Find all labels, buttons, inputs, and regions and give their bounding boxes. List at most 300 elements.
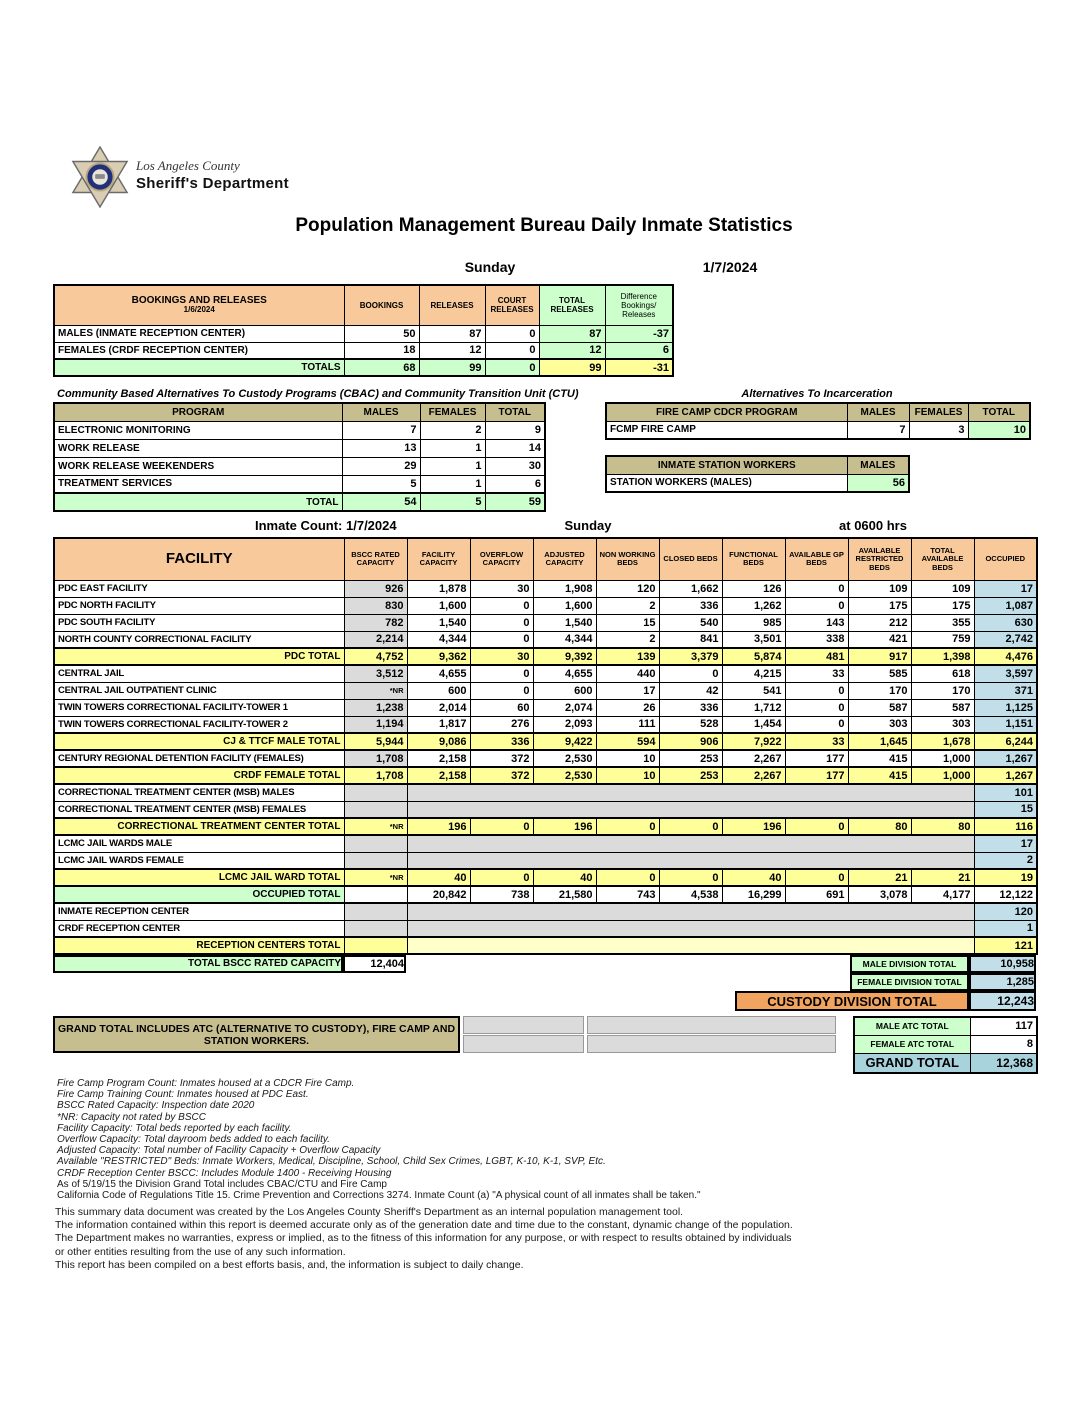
cbac-row [54, 457, 545, 475]
facility-cell: 175 [911, 597, 974, 614]
facility-cell: 2,742 [974, 631, 1037, 648]
grand-total-section [53, 1016, 1036, 1072]
fac-col-capacity: FACILITY CAPACITY [407, 538, 470, 580]
facility-cell: 5,944 [344, 733, 407, 750]
agency-name-line2: Sheriff's Department [136, 175, 289, 192]
bookings-title: BOOKINGS AND RELEASES [131, 295, 267, 307]
bookings-totals-row [54, 359, 673, 376]
facility-cell: 2,267 [722, 767, 785, 784]
facility-cell: 830 [344, 597, 407, 614]
footnote-line: *NR: Capacity not rated by BSCC [57, 1111, 206, 1123]
facility-row [54, 818, 1037, 835]
facility-row-label: LCMC JAIL WARD TOTAL [54, 869, 344, 886]
facility-row [54, 648, 1037, 665]
facility-row-label: CJ & TTCF MALE TOTAL [54, 733, 344, 750]
facility-row [54, 869, 1037, 886]
facility-cell: 371 [974, 682, 1037, 699]
stationworkers-row-label: STATION WORKERS (MALES) [606, 474, 847, 492]
facility-row-label: PDC EAST FACILITY [54, 580, 344, 597]
fac-col-totalavail: TOTAL AVAILABLE BEDS [911, 538, 974, 580]
facility-cell: 1,194 [344, 716, 407, 733]
facility-cell: 691 [785, 886, 848, 903]
fac-col-availgp: AVAILABLE GP BEDS [785, 538, 848, 580]
facility-cell: 1,125 [974, 699, 1037, 716]
cbac-totals-cell: 59 [485, 493, 545, 511]
bookings-date: 1/6/2024 [183, 305, 215, 315]
facility-cell: *NR [344, 682, 407, 699]
facility-cell: 111 [596, 716, 659, 733]
facility-cell: 0 [785, 818, 848, 835]
facility-cell: 2,014 [407, 699, 470, 716]
bookings-row [54, 325, 673, 342]
facility-cell: 4,538 [659, 886, 722, 903]
atc-totals-table [853, 1016, 1038, 1074]
facility-cell: 0 [470, 818, 533, 835]
facility-merged-cell [407, 920, 974, 937]
facility-cell: 355 [911, 614, 974, 631]
facility-cell: 9,422 [533, 733, 596, 750]
facility-cell: 1,000 [911, 767, 974, 784]
facility-cell: 196 [722, 818, 785, 835]
firecamp-females: 3 [909, 421, 968, 439]
facility-cell: 21 [848, 869, 911, 886]
disclaimer-line: or other entities resulting from the use of any such information. [55, 1245, 346, 1258]
facility-cell: 917 [848, 648, 911, 665]
cbac-cell: 13 [342, 439, 420, 457]
bookings-cell: 6 [605, 342, 673, 359]
facility-cell: 80 [848, 818, 911, 835]
col-court-releases: COURT RELEASES [485, 285, 539, 325]
facility-cell: 1,540 [533, 614, 596, 631]
facility-row-label: PDC NORTH FACILITY [54, 597, 344, 614]
footnote-line: Facility Capacity: Total beds reported by each facility. [57, 1122, 292, 1134]
cbac-cell: 2 [420, 421, 485, 439]
footnotes [57, 1078, 701, 1201]
facility-row [54, 937, 1037, 954]
facility-row-label: OCCUPIED TOTAL [54, 886, 344, 903]
gray-filler-cell [463, 1016, 584, 1034]
facility-cell: 630 [974, 614, 1037, 631]
facility-cell: 415 [848, 767, 911, 784]
facility-cell: 15 [596, 614, 659, 631]
facility-cell: 1,454 [722, 716, 785, 733]
male-atc-label: MALE ATC TOTAL [854, 1017, 970, 1035]
custody-division-value: 12,243 [969, 991, 1036, 1011]
facility-occupied-cell: 17 [974, 835, 1037, 852]
facility-row [54, 614, 1037, 631]
facility-row [54, 716, 1037, 733]
facility-cell: 2,074 [533, 699, 596, 716]
facility-cell: 9,362 [407, 648, 470, 665]
facility-row [54, 767, 1037, 784]
facility-cell: 618 [911, 665, 974, 682]
gray-filler-cell [587, 1016, 836, 1034]
facility-cell: 1,712 [722, 699, 785, 716]
male-atc-value: 117 [970, 1017, 1037, 1035]
cbac-cell: 6 [485, 475, 545, 493]
bookings-row-label: FEMALES (CRDF RECEPTION CENTER) [54, 342, 344, 359]
facility-cell: 600 [533, 682, 596, 699]
bookings-header-cell [54, 285, 344, 325]
firecamp-col-total: TOTAL [968, 403, 1030, 421]
cbac-cell: 9 [485, 421, 545, 439]
footnote-line: Fire Camp Training Count: Inmates housed at PDC East. [57, 1089, 309, 1101]
agency-name-line1: Los Angeles County [136, 158, 240, 173]
facility-row-label: CENTRAL JAIL OUTPATIENT CLINIC [54, 682, 344, 699]
facility-row-label: PDC SOUTH FACILITY [54, 614, 344, 631]
facility-cell: 0 [659, 665, 722, 682]
grand-total-note: GRAND TOTAL INCLUDES ATC (ALTERNATIVE TO CUSTODY), FIRE CAMP AND STATION WORKERS. [53, 1016, 460, 1053]
facility-row-label: CORRECTIONAL TREATMENT CENTER (MSB) MALES [54, 784, 344, 801]
facility-cell: 2,267 [722, 750, 785, 767]
bookings-cell: 87 [419, 325, 485, 342]
facility-row [54, 852, 1037, 869]
facility-cell [344, 937, 407, 954]
firecamp-row-label: FCMP FIRE CAMP [606, 421, 847, 439]
facility-occupied-cell: 2 [974, 852, 1037, 869]
gray-filler-cell [587, 1035, 836, 1053]
facility-cell: 2,093 [533, 716, 596, 733]
fac-col-facility: FACILITY [54, 538, 344, 580]
facility-cell: 2,158 [407, 767, 470, 784]
facility-cell: 303 [848, 716, 911, 733]
firecamp-header: FIRE CAMP CDCR PROGRAM [606, 403, 847, 421]
cbac-table [53, 402, 546, 512]
facility-cell: 600 [407, 682, 470, 699]
facility-cell [344, 835, 407, 852]
total-bscc-value: 12,404 [343, 955, 406, 973]
cbac-totals-cell: 54 [342, 493, 420, 511]
cbac-row [54, 475, 545, 493]
facility-cell: *NR [344, 818, 407, 835]
facility-cell: 528 [659, 716, 722, 733]
facility-cell: 177 [785, 767, 848, 784]
facility-cell: 1,262 [722, 597, 785, 614]
fac-col-functional: FUNCTIONAL BEDS [722, 538, 785, 580]
facility-cell: 3,379 [659, 648, 722, 665]
facility-statistics-table [53, 537, 1036, 1011]
facility-row [54, 631, 1037, 648]
facility-cell: 0 [470, 631, 533, 648]
firecamp-total: 10 [968, 421, 1030, 439]
facility-cell: 2,158 [407, 750, 470, 767]
facility-cell: 0 [470, 682, 533, 699]
facility-row-label: NORTH COUNTY CORRECTIONAL FACILITY [54, 631, 344, 648]
facility-cell: 540 [659, 614, 722, 631]
facility-cell: 1,708 [344, 767, 407, 784]
facility-cell: 126 [722, 580, 785, 597]
report-day: Sunday [464, 259, 516, 275]
bookings-totals-label: TOTALS [54, 359, 344, 376]
facility-cell: 0 [659, 818, 722, 835]
facility-row [54, 682, 1037, 699]
cbac-cell: 30 [485, 457, 545, 475]
facility-cell: 12,122 [974, 886, 1037, 903]
fac-col-closed: CLOSED BEDS [659, 538, 722, 580]
station-workers-table [605, 455, 910, 493]
facility-cell: 541 [722, 682, 785, 699]
facility-cell: 743 [596, 886, 659, 903]
facility-occupied-cell: 101 [974, 784, 1037, 801]
stationworkers-header: INMATE STATION WORKERS [606, 456, 847, 474]
facility-cell: 212 [848, 614, 911, 631]
facility-cell: 4,476 [974, 648, 1037, 665]
grand-total-label: GRAND TOTAL [854, 1053, 970, 1073]
cbac-row-label: ELECTRONIC MONITORING [54, 421, 342, 439]
facility-cell: 587 [911, 699, 974, 716]
bookings-cell: 0 [485, 325, 539, 342]
facility-cell: 336 [659, 699, 722, 716]
facility-cell: 4,752 [344, 648, 407, 665]
bookings-cell: 18 [344, 342, 419, 359]
facility-cell: 985 [722, 614, 785, 631]
facility-cell: 80 [911, 818, 974, 835]
facility-cell: 30 [470, 580, 533, 597]
male-division-label: MALE DIVISION TOTAL [850, 955, 969, 973]
facility-row [54, 665, 1037, 682]
cbac-col-males: MALES [342, 403, 420, 421]
facility-row-label: CENTRAL JAIL [54, 665, 344, 682]
facility-cell: 276 [470, 716, 533, 733]
facility-cell: 4,177 [911, 886, 974, 903]
facility-row-label: TWIN TOWERS CORRECTIONAL FACILITY-TOWER 2 [54, 716, 344, 733]
facility-cell: 336 [659, 597, 722, 614]
facility-cell: 0 [785, 580, 848, 597]
female-division-row [53, 973, 1036, 991]
facility-row-label: CORRECTIONAL TREATMENT CENTER (MSB) FEMALES [54, 801, 344, 818]
facility-cell: 1,600 [533, 597, 596, 614]
facility-merged-cell [407, 937, 974, 954]
cbac-row-label: WORK RELEASE WEEKENDERS [54, 457, 342, 475]
facility-cell: 4,655 [533, 665, 596, 682]
facility-cell: 40 [722, 869, 785, 886]
facility-cell: 177 [785, 750, 848, 767]
female-division-value: 1,285 [969, 973, 1036, 991]
facility-cell: 585 [848, 665, 911, 682]
facility-cell: 170 [848, 682, 911, 699]
facility-cell: 782 [344, 614, 407, 631]
facility-cell: 175 [848, 597, 911, 614]
facility-row-label: RECEPTION CENTERS TOTAL [54, 937, 344, 954]
facility-cell: 10 [596, 750, 659, 767]
facility-cell: 4,655 [407, 665, 470, 682]
facility-cell: 926 [344, 580, 407, 597]
bookings-row [54, 342, 673, 359]
facility-cell: 17 [596, 682, 659, 699]
alternatives-title: Alternatives To Incarceration [741, 388, 893, 400]
facility-cell [344, 903, 407, 920]
cbac-cell: 5 [342, 475, 420, 493]
firecamp-col-males: MALES [847, 403, 909, 421]
facility-cell: 415 [848, 750, 911, 767]
footnote-line: California Code of Regulations Title 15. Crime Prevention and Corrections 3274. Inmate Count (a) "A physical count of all inmates shall be taken." [57, 1190, 701, 1202]
cbac-row-label: WORK RELEASE [54, 439, 342, 457]
facility-cell: 587 [848, 699, 911, 716]
facility-cell [344, 852, 407, 869]
col-releases: RELEASES [419, 285, 485, 325]
facility-cell: 0 [659, 869, 722, 886]
facility-cell: 196 [533, 818, 596, 835]
facility-cell: 338 [785, 631, 848, 648]
sheriff-star-icon [70, 146, 130, 208]
facility-cell: 3,501 [722, 631, 785, 648]
col-total-releases: TOTAL RELEASES [539, 285, 605, 325]
facility-row-label: LCMC JAIL WARDS FEMALE [54, 852, 344, 869]
department-logo [70, 146, 289, 208]
col-bookings: BOOKINGS [344, 285, 419, 325]
facility-cell: 20,842 [407, 886, 470, 903]
facility-cell: 1,908 [533, 580, 596, 597]
male-division-value: 10,958 [969, 955, 1036, 973]
bookings-cell: 12 [419, 342, 485, 359]
total-bscc-row [53, 955, 1036, 973]
facility-row-label: PDC TOTAL [54, 648, 344, 665]
facility-cell [344, 801, 407, 818]
disclaimer-line: This report has been compiled on a best efforts basis, and, the information is subject to daily change. [55, 1258, 524, 1271]
facility-cell: 1,087 [974, 597, 1037, 614]
bookings-cell: -37 [605, 325, 673, 342]
facility-cell: 0 [596, 869, 659, 886]
facility-cell: 738 [470, 886, 533, 903]
bookings-totals-cell: 99 [539, 359, 605, 376]
female-atc-value: 8 [970, 1035, 1037, 1053]
facility-cell: 372 [470, 767, 533, 784]
facility-cell: 303 [911, 716, 974, 733]
facility-cell: 0 [596, 818, 659, 835]
facility-cell: 2 [596, 631, 659, 648]
gray-filler-cell [463, 1035, 584, 1053]
bookings-cell: 12 [539, 342, 605, 359]
cbac-cell: 7 [342, 421, 420, 439]
fac-col-availrestricted: AVAILABLE RESTRICTED BEDS [848, 538, 911, 580]
facility-cell: 1,878 [407, 580, 470, 597]
facility-cell: 42 [659, 682, 722, 699]
facility-cell: 2 [596, 597, 659, 614]
facility-cell: 1,000 [911, 750, 974, 767]
inmate-count-label: Inmate Count: 1/7/2024 [255, 518, 397, 533]
facility-cell: 9,392 [533, 648, 596, 665]
page-title: Population Management Bureau Daily Inmate Statistics [295, 215, 793, 236]
facility-cell: 5,874 [722, 648, 785, 665]
custody-division-label: CUSTODY DIVISION TOTAL [735, 991, 969, 1011]
disclaimer-line: The Department makes no warranties, express or implied, as to the fitness of this information for any purpose, or with respect to results obtained by individuals [55, 1232, 792, 1245]
cbac-cell: 1 [420, 439, 485, 457]
facility-row-label: LCMC JAIL WARDS MALE [54, 835, 344, 852]
facility-cell: 1,151 [974, 716, 1037, 733]
facility-cell [344, 784, 407, 801]
facility-cell: 3,078 [848, 886, 911, 903]
disclaimer-line: This summary data document was created by the Los Angeles County Sheriff's Department as an internal population management tool. [55, 1206, 684, 1218]
facility-cell: 21 [911, 869, 974, 886]
facility-cell: 421 [848, 631, 911, 648]
facility-cell: 6,244 [974, 733, 1037, 750]
grand-total-value: 12,368 [970, 1053, 1037, 1073]
facility-cell: 3,597 [974, 665, 1037, 682]
facility-cell: 1,662 [659, 580, 722, 597]
bookings-totals-cell: -31 [605, 359, 673, 376]
facility-cell: 26 [596, 699, 659, 716]
facility-cell: 372 [470, 750, 533, 767]
cbac-title: Community Based Alternatives To Custody Programs (CBAC) and Community Transition Unit (CTU) [57, 388, 579, 400]
facility-cell: 19 [974, 869, 1037, 886]
stationworkers-value: 56 [847, 474, 909, 492]
facility-cell: 40 [533, 869, 596, 886]
facility-cell: 594 [596, 733, 659, 750]
facility-row [54, 733, 1037, 750]
col-difference: Difference Bookings/ Releases [605, 285, 673, 325]
facility-row-label: CRDF RECEPTION CENTER [54, 920, 344, 937]
bookings-totals-cell: 68 [344, 359, 419, 376]
total-bscc-label: TOTAL BSCC RATED CAPACITY [53, 955, 343, 973]
fac-col-adjusted: ADJUSTED CAPACITY [533, 538, 596, 580]
facility-cell: 4,344 [533, 631, 596, 648]
facility-cell: 1,238 [344, 699, 407, 716]
bookings-row-label: MALES (INMATE RECEPTION CENTER) [54, 325, 344, 342]
facility-cell: 7,922 [722, 733, 785, 750]
facility-cell: 0 [470, 614, 533, 631]
facility-cell: 143 [785, 614, 848, 631]
facility-merged-cell [407, 852, 974, 869]
facility-cell: 1,600 [407, 597, 470, 614]
facility-row [54, 750, 1037, 767]
facility-cell: 21,580 [533, 886, 596, 903]
bookings-cell: 0 [485, 342, 539, 359]
facility-row [54, 597, 1037, 614]
facility-cell: 4,215 [722, 665, 785, 682]
cbac-cell: 1 [420, 475, 485, 493]
facility-row [54, 920, 1037, 937]
facility-occupied-cell: 120 [974, 903, 1037, 920]
facility-cell: 0 [785, 869, 848, 886]
facility-cell: 1,817 [407, 716, 470, 733]
cbac-totals-cell: 5 [420, 493, 485, 511]
bookings-totals-cell: 99 [419, 359, 485, 376]
facility-merged-cell [407, 835, 974, 852]
facility-row-label: INMATE RECEPTION CENTER [54, 903, 344, 920]
facility-occupied-cell: 121 [974, 937, 1037, 954]
facility-cell: 0 [470, 597, 533, 614]
bookings-cell: 50 [344, 325, 419, 342]
facility-row-label: CRDF FEMALE TOTAL [54, 767, 344, 784]
facility-cell: 253 [659, 767, 722, 784]
cbac-col-females: FEMALES [420, 403, 485, 421]
facility-cell: 9,086 [407, 733, 470, 750]
facility-row-label: CENTURY REGIONAL DETENTION FACILITY (FEMALES) [54, 750, 344, 767]
stationworkers-col-males: MALES [847, 456, 909, 474]
disclaimer [55, 1206, 793, 1272]
facility-cell: 440 [596, 665, 659, 682]
facility-cell: 17 [974, 580, 1037, 597]
facility-row [54, 886, 1037, 903]
facility-merged-cell [407, 801, 974, 818]
facility-cell: 481 [785, 648, 848, 665]
facility-row [54, 784, 1037, 801]
fire-camp-table [605, 402, 1031, 440]
fac-col-bscc: BSCC RATED CAPACITY [344, 538, 407, 580]
facility-cell: 1,398 [911, 648, 974, 665]
disclaimer-line: The information contained within this report is deemed accurate only as of the generation date and time due to the constant, dynamic change of the population. [55, 1219, 793, 1232]
facility-cell: 253 [659, 750, 722, 767]
facility-merged-cell [407, 784, 974, 801]
facility-cell: 841 [659, 631, 722, 648]
facility-cell: 10 [596, 767, 659, 784]
footnote-line: CRDF Reception Center BSCC: Includes Module 1400 - Receiving Housing [57, 1167, 392, 1179]
facility-row [54, 699, 1037, 716]
facility-row [54, 580, 1037, 597]
facility-cell: 0 [785, 597, 848, 614]
facility-cell: 139 [596, 648, 659, 665]
facility-row-label: CORRECTIONAL TREATMENT CENTER TOTAL [54, 818, 344, 835]
